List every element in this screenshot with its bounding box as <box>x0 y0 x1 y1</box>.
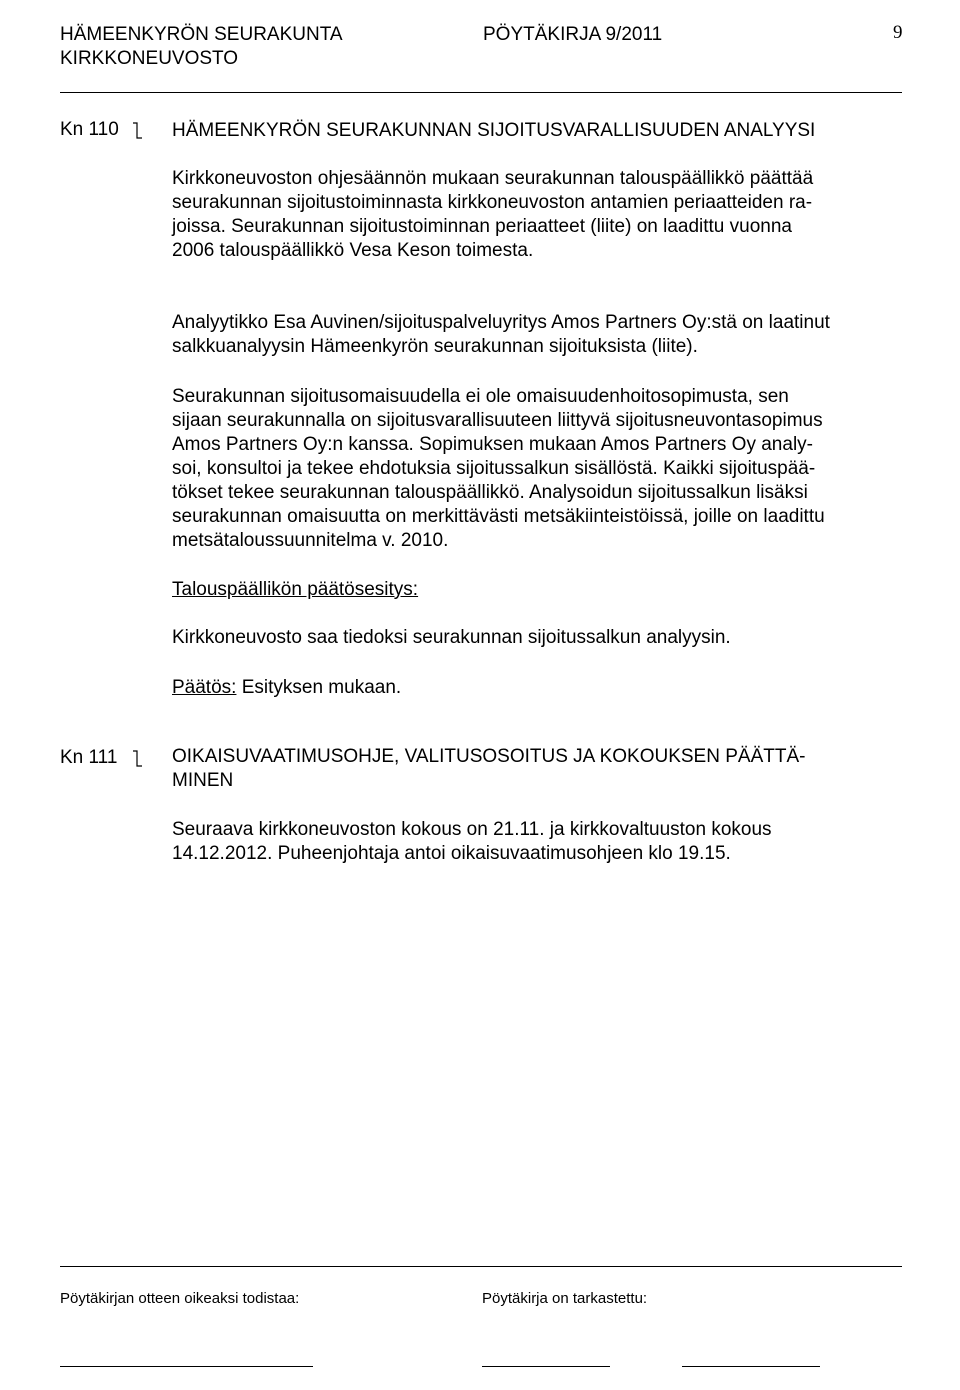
section-number: Kn 110 <box>60 119 119 140</box>
proposal-text: Kirkkoneuvosto saa tiedoksi seurakunnan sijoitussalkun analyysin. <box>172 627 731 648</box>
signature-line <box>60 1366 313 1367</box>
text-line: metsätaloussuunnitelma v. 2010. <box>172 530 449 551</box>
review-label: Pöytäkirja on tarkastettu: <box>482 1290 648 1307</box>
text-line: tökset tekee seurakunnan talouspäällikkö. Analysoidun sijoitussalkun lisäksi <box>172 482 808 503</box>
text-line: Analyytikko Esa Auvinen/sijoituspalveluyritys Amos Partners Oy:stä on laatinut <box>172 312 830 333</box>
text-line: Kirkkoneuvoston ohjesäännön mukaan seurakunnan talouspäällikkö päättää <box>172 168 814 189</box>
decision-text: Esityksen mukaan. <box>236 677 402 698</box>
section-mark-icon <box>131 750 143 768</box>
document-title: PÖYTÄKIRJA 9/2011 <box>483 24 663 45</box>
title-line: MINEN <box>172 770 234 791</box>
decision <box>172 676 401 700</box>
section-title: HÄMEENKYRÖN SEURAKUNNAN SIJOITUSVARALLISUUDEN ANALYYSI <box>172 120 816 141</box>
text-line: joissa. Seurakunnan sijoitustoiminnan periaatteet (liite) on laadittu vuonna <box>172 216 792 237</box>
title-line: OIKAISUVAATIMUSOHJE, VALITUSOSOITUS JA KOKOUKSEN PÄÄTTÄ- <box>172 746 806 767</box>
section-title <box>172 745 912 793</box>
text-line: 2006 talouspäällikkö Vesa Keson toimesta. <box>172 240 534 261</box>
organization-name: HÄMEENKYRÖN SEURAKUNTA <box>60 24 343 45</box>
section-mark-icon <box>131 122 143 140</box>
page-number: 9 <box>893 22 903 43</box>
text-line: soi, konsultoi ja tekee ehdotuksia sijoitussalkun sisällöstä. Kaikki sijoituspää- <box>172 458 816 479</box>
text-line: Seurakunnan sijoitusomaisuudella ei ole omaisuudenhoitosopimusta, sen <box>172 386 789 407</box>
proposal-label: Talouspäällikön päätösesitys: <box>172 579 419 600</box>
footer-rule <box>60 1266 902 1267</box>
body-name: KIRKKONEUVOSTO <box>60 48 239 69</box>
text-line: Seuraava kirkkoneuvoston kokous on 21.11. ja kirkkovaltuuston kokous <box>172 819 772 840</box>
paragraph <box>172 385 912 553</box>
header-rule <box>60 92 902 93</box>
text-line: Amos Partners Oy:n kanssa. Sopimuksen mukaan Amos Partners Oy analy- <box>172 434 813 455</box>
signature-line <box>682 1366 820 1367</box>
text-line: 14.12.2012. Puheenjohtaja antoi oikaisuvaatimusohjeen klo 19.15. <box>172 843 731 864</box>
text-line: sijaan seurakunnalla on sijoitusvarallisuuteen liittyvä sijoitusneuvontasopimus <box>172 410 823 431</box>
text-line: seurakunnan sijoitustoiminnasta kirkkoneuvoston antamien periaatteiden ra- <box>172 192 813 213</box>
certification-label: Pöytäkirjan otteen oikeaksi todistaa: <box>60 1290 300 1307</box>
section-number: Kn 111 <box>60 747 118 768</box>
text-line: salkkuanalyysin Hämeenkyrön seurakunnan sijoituksista (liite). <box>172 336 698 357</box>
paragraph <box>172 167 912 263</box>
paragraph <box>172 818 912 866</box>
paragraph <box>172 311 912 359</box>
signature-line <box>482 1366 610 1367</box>
text-line: seurakunnan omaisuutta on merkittävästi metsäkiinteistöissä, joille on laadittu <box>172 506 825 527</box>
decision-label: Päätös: <box>172 677 237 698</box>
